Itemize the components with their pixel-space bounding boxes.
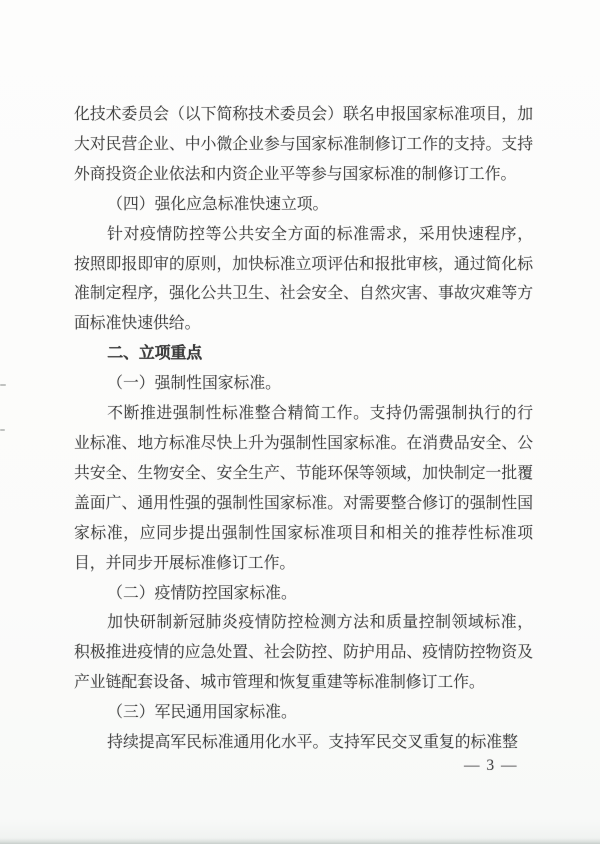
paragraph-body: 不断推进强制性标准整合精简工作。支持仍需强制执行的行业标准、地方标准尽快上升为强制性国家标准。在消费品安全、公共安全、生物安全、安全生产、节能环保等领域，加快制定一批覆盖面广、通用性强的强制性国家标准。对需要整合修订的强制性国家标准，应同步提出强制性国家标准项目和相关的推荐性标准项目，并同步开展标准修订工作。 [74,405,533,572]
scan-speck [0,429,5,431]
paragraph-continued: 化技术委员会（以下简称技术委员会）联名申报国家标准项目，加大对民营企业、中小微企业参与国家标准制修订工作的支持。支持外商投资企业依法和内资企业平等参与国家标准的制修订工作。 [74,106,533,183]
section-heading: 二、立项重点 [107,345,202,363]
scan-speck [0,384,6,386]
paragraph-item-two: （二）疫情防控国家标准。 [107,584,297,602]
page-number: — 3 — [464,757,518,774]
page-edge-shadow [0,838,600,844]
paragraph-body: 持续提高军民标准通用化水平。支持军民交叉重复的标准整 [107,734,518,752]
paragraph-item-three: （三）军民通用国家标准。 [107,704,297,722]
paragraph-item-one: （一）强制性国家标准。 [107,375,281,393]
document-body [74,100,533,758]
paragraph-item-four: （四）强化应急标准快速立项。 [107,195,329,213]
paragraph-body: 针对疫情防控等公共安全方面的标准需求，采用快速程序，按照即报即审的原则，加快标准立项评估和报批审核，通过简化标准制定程序，强化公共卫生、社会安全、自然灾害、事故灾难等方面标准快速供给。 [74,225,533,333]
paragraph-body: 加快研制新冠肺炎疫情防控检测方法和质量控制领域标准，积极推进疫情的应急处置、社会防控、防护用品、疫情防控物资及产业链配套设备、城市管理和恢复重建等标准制修订工作。 [74,614,533,692]
